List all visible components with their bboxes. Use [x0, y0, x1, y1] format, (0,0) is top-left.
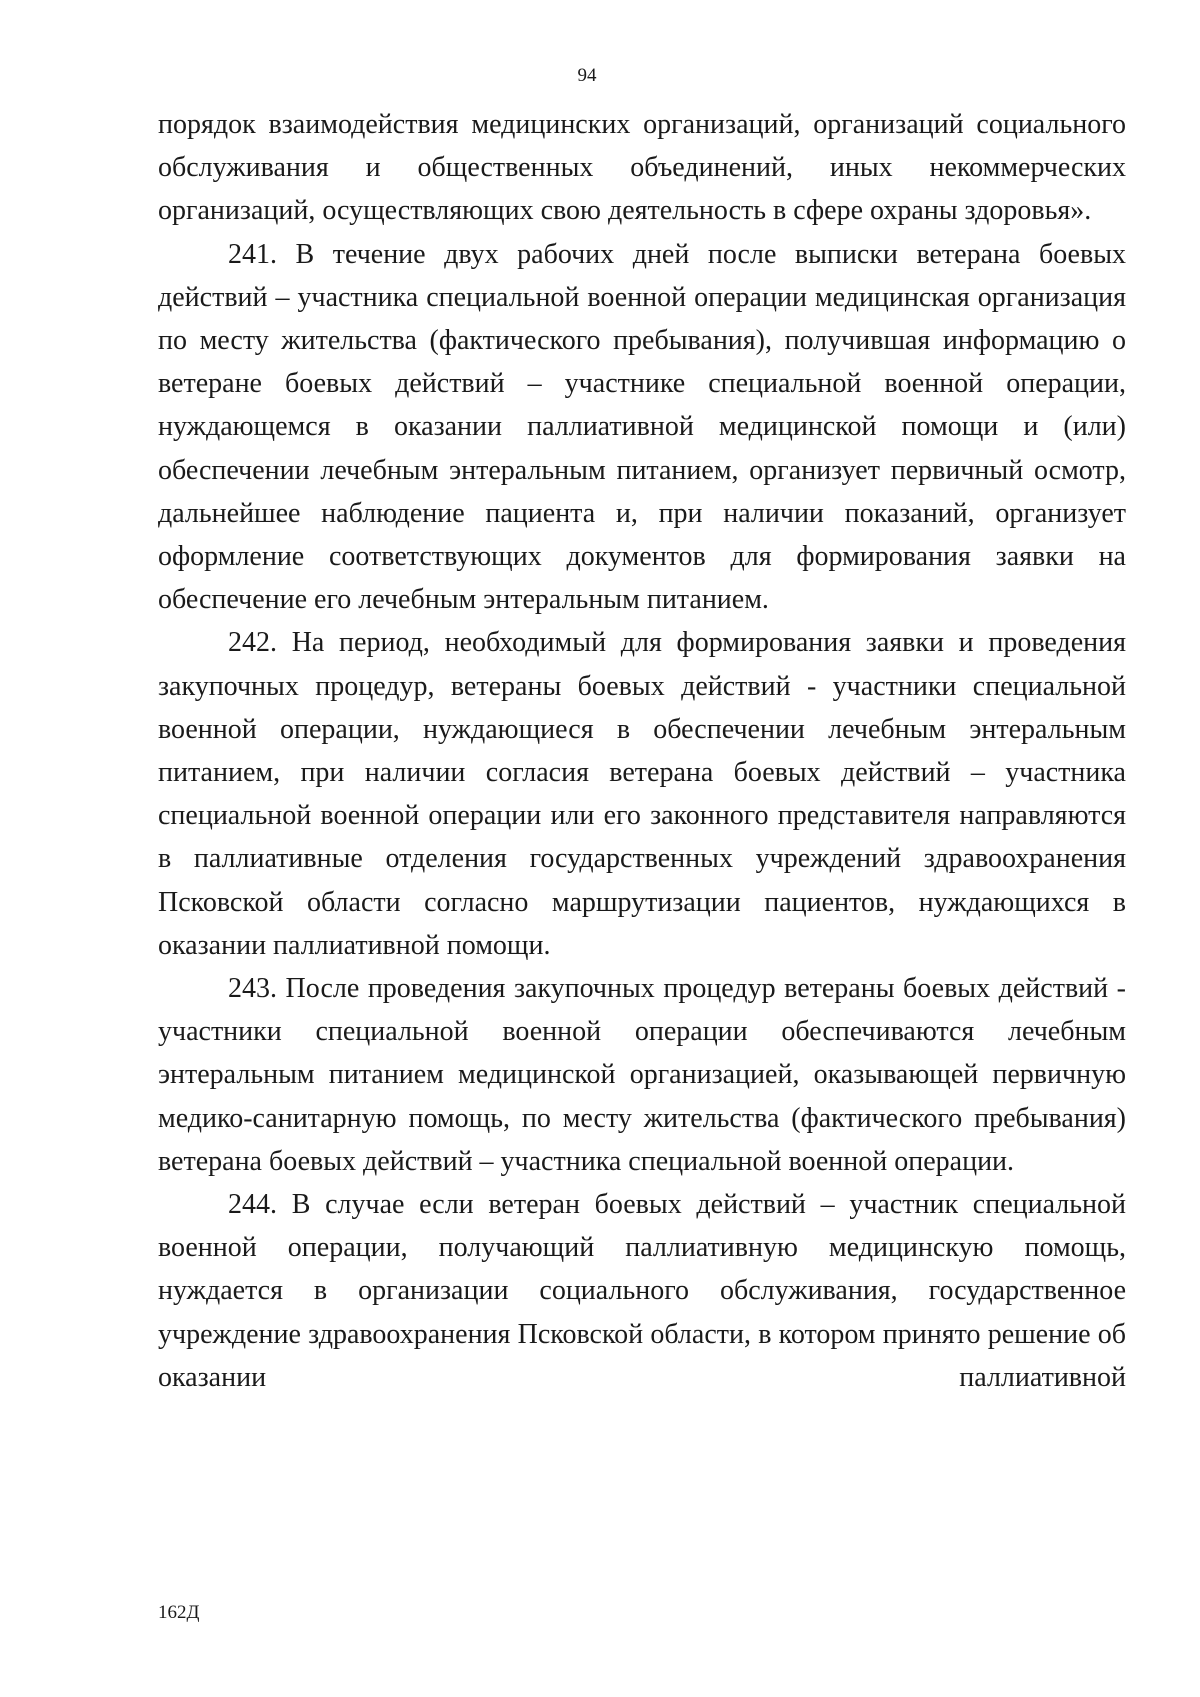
paragraph-241: 241. В течение двух рабочих дней после выписки ветерана боевых действий – участника специальной военной операции медицинская организация по месту жительства (фактического пребывания), получившая информацию о ветеране боевых действий – участнике специальной военной операции, нуждающемся в оказании паллиативной медицинской помощи и (или) обеспечении лечебным энтеральным питанием, организует первичный осмотр, дальнейшее наблюдение пациента и, при наличии показаний, организует оформление соответствующих документов для формирования заявки на обеспечение его лечебным энтеральным питанием.: [158, 238, 1126, 616]
document-body: [158, 103, 1126, 1399]
paragraph-continuation: порядок взаимодействия медицинских организаций, организаций социального обслуживания и общественных объединений, иных некоммерческих организаций, осуществляющих свою деятельность в сфере охраны здоровья».: [158, 109, 1126, 227]
paragraph-242: 242. На период, необходимый для формирования заявки и проведения закупочных процедур, ветераны боевых действий - участники специальной военной операции, нуждающиеся в обеспечении лечебным энтеральным питанием, при наличии согласия ветерана боевых действий – участника специальной военной операции или его законного представителя направляются в паллиативные отделения государственных учреждений здравоохранения Псковской области согласно маршрутизации пациентов, нуждающихся в оказании паллиативной помощи.: [158, 627, 1126, 961]
page-number: 94: [577, 65, 597, 86]
paragraph-244: 244. В случае если ветеран боевых действий – участник специальной военной операции, получающий паллиативную медицинскую помощь, нуждается в организации социального обслуживания, государственное учреждение здравоохранения Псковской области, в котором принято решение об оказании паллиативной: [158, 1189, 1126, 1393]
document-code: 162Д: [158, 1602, 200, 1623]
paragraph-243: 243. После проведения закупочных процедур ветераны боевых действий - участники специальной военной операции обеспечиваются лечебным энтеральным питанием медицинской организацией, оказывающей первичную медико-санитарную помощь, по месту жительства (фактического пребывания) ветерана боевых действий – участника специальной военной операции.: [158, 973, 1126, 1177]
